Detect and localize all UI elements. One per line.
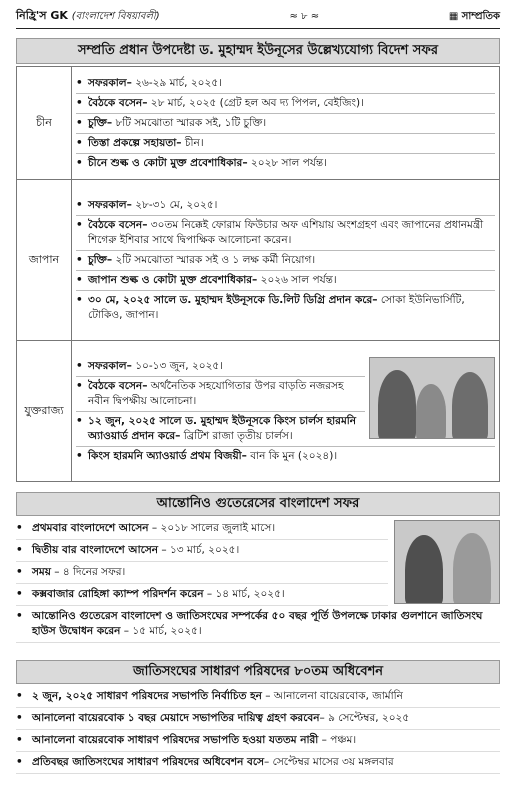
list-item: • তিস্তা প্রকল্পে সহায়তা– চীন। [76,134,495,154]
list-item: • ২ জুন, ২০২৫ সাধারণ পরিষদের সভাপতি নির্বাচিত হন – আনালেনা বায়েরবোক, জার্মানি [16,686,500,708]
list-item: • বৈঠকে বসেন– অর্থনৈতিক সহযোগিতার উপর বাড়তি নজরসহ নবীন দ্বিপক্ষীয় আলোচনা। [76,377,365,412]
award-photo [369,357,495,439]
brand-subtitle: (বাংলাদেশ বিষয়াবলী) [71,11,160,22]
list-item: • জাপান শুল্ক ও কোটা মুক্ত প্রবেশাধিকার– ২০২৬ সাল পর্যন্ত। [76,271,495,291]
list-item: • আনালেনা বায়েরবোক সাধারণ পরিষদের সভাপতি হওয়া যততম নারী – পঞ্চম। [16,730,500,752]
items-cell [72,180,500,341]
page-number: ≈ ৮ ≈ [289,11,320,22]
country-cell: জাপান [17,180,72,341]
list-item: • ১২ জুন, ২০২৫ সালে ড. মুহাম্মদ ইউনূসকে কিংস চার্লস হারমনি অ্যাওয়ার্ড প্রদান করে– ব্রিটিশ রাজা তৃতীয় চার্লস। [76,414,357,442]
list-item: • সফরকাল– ২৮-৩১ মে, ২০২৫। [76,196,495,216]
list-item: • আন্তোনিও গুতেরেস বাংলাদেশ ও জাতিসংঘের সম্পর্কের ৫০ বছর পূর্তি উপলক্ষে ঢাকার গুলশানে জাতিসংঘ হাউস উদ্বোধন করেন – ১৫ মার্চ, ২০২৫। [16,606,500,643]
items-cell [72,341,500,482]
brand [16,7,160,26]
list-item: • বৈঠকে বসেন– ৩০তম নিক্কেই ফোরাম ফিউচার অফ এশিয়ায় অংশগ্রহণ এবং জাপানের প্রধানমন্ত্রী শিগেরু ইশিবার সাথে দ্বিপাক্ষিক আলোচনা করেন। [76,216,495,251]
list-item: • আনালেনা বায়েরবোক ১ বছর মেয়াদে সভাপতির দায়িত্ব গ্রহণ করবেন– ৯ সেপ্টেম্বর, ২০২৫ [16,708,500,730]
uk-items [76,357,365,446]
country-cell: চীন [17,67,72,180]
page-header [16,4,500,29]
list-item: • চুক্তি– ৮টি সমঝোতা স্মারক সই, ১টি চুক্তি। [76,114,495,134]
list-item: • সফরকাল– ২৬-২৯ মার্চ, ২০২৫। [76,74,495,94]
list-item: • চীনে শুল্ক ও কোটা মুক্ত প্রবেশাধিকার– ২০২৮ সাল পর্যন্ত। [76,156,327,169]
country-cell: যুক্তরাজ্য [17,341,72,482]
list-item: • ৩০ মে, ২০২৫ সালে ড. মুহাম্মদ ইউনূসকে ডি.লিট ডিগ্রি প্রদান করে– সোকা ইউনিভার্সিটি, টোকিও, জাপান। [76,293,465,321]
guterres-photo [394,520,500,604]
list-item: • সফরকাল– ১০-১৩ জুন, ২০২৫। [76,357,365,377]
table-row [17,180,500,341]
book-icon: ▦ [448,11,459,22]
table-row [17,67,500,180]
list-item: • চুক্তি– ২টি সমঝোতা স্মারক সই ও ১ লক্ষ কর্মী নিয়োগ। [76,251,495,271]
brand-name: নিহ্রি'স GK [16,9,68,22]
list-item: • প্রথমবার বাংলাদেশে আসেন – ২০১৮ সালের জুলাই মাসে। [16,518,388,540]
guterres-list [16,518,500,643]
list-item: • প্রতিবছর জাতিসংঘের সাধারণ পরিষদের অধিবেশন বসে– সেপ্টেম্বর মাসের ৩য় মঙ্গলবার [16,752,500,774]
section-name: সাম্প্রতিক [461,11,500,22]
table-row [17,341,500,482]
section-label [449,9,500,26]
list-item: • সময় – ৪ দিনের সফর। [16,562,388,584]
items-cell [72,67,500,180]
list-item: • দ্বিতীয় বার বাংলাদেশে আসেন – ১৩ মার্চ, ২০২৫। [16,540,388,562]
list-item: • কক্সবাজার রোহিঙ্গা ক্যাম্প পরিদর্শন করেন – ১৪ মার্চ, ২০২৫। [16,584,388,606]
tour-table [16,66,500,482]
guterres-title: আন্তোনিও গুতেরেসের বাংলাদেশ সফর [16,492,500,516]
list-item: • কিংস হারমনি অ্যাওয়ার্ড প্রথম বিজয়ী– বান কি মুন (২০২৪)। [76,446,495,466]
list-item: • বৈঠকে বসেন– ২৮ মার্চ, ২০২৫ (গ্রেট হল অব দ্য পিপল, বেইজিং)। [76,94,495,114]
unga-title: জাতিসংঘের সাধারণ পরিষদের ৮০তম অধিবেশন [16,660,500,684]
tour-title: সম্প্রতি প্রধান উপদেষ্টা ড. মুহাম্মদ ইউনূসের উল্লেখ্যযোগ্য বিদেশ সফর [16,38,500,64]
unga-list [16,686,500,774]
